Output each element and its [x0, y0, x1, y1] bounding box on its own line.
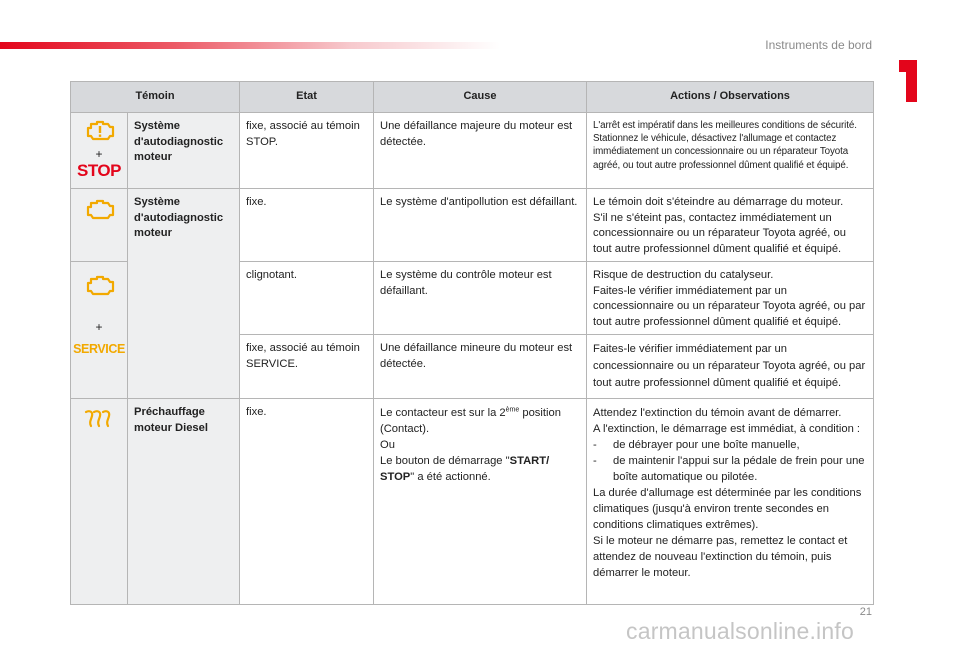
- page-number: 21: [859, 606, 872, 618]
- etat-cell: fixe, associé au témoin STOP.: [240, 113, 374, 189]
- actions-cell: [587, 189, 874, 262]
- cause-text: Le contacteur est sur la 2: [380, 407, 506, 419]
- icon-cell: [71, 189, 128, 262]
- action-text: Faites-le vérifier immédiatement par un concessionnaire ou un réparateur Toyota agréé, ou par tout autre professionnel dûment qualifié et équipé.: [593, 343, 866, 389]
- actions-cell: [587, 335, 874, 399]
- action-text: L'arrêt est impératif dans les meilleures conditions de sécurité.: [593, 120, 857, 131]
- engine-check-icon: [83, 198, 115, 220]
- plus-sign: +: [95, 319, 103, 334]
- temoin-label: Préchauffage moteur Diesel: [128, 399, 240, 605]
- bullet-dash: -: [593, 439, 597, 451]
- action-text: Attendez l'extinction du témoin avant de démarrer.: [593, 407, 842, 419]
- actions-cell: [587, 113, 874, 189]
- cause-text: " a été actionné.: [410, 471, 491, 483]
- chapter-number: [897, 60, 919, 102]
- actions-cell: [587, 399, 874, 605]
- table-row: [71, 189, 874, 262]
- cause-cell: Le système d'antipollution est défaillant.: [374, 189, 587, 262]
- engine-check-icon: [83, 274, 115, 296]
- table-row: [71, 113, 874, 189]
- temoin-label: Système d'autodiagnostic moteur: [128, 189, 240, 399]
- column-header-etat: Etat: [240, 82, 374, 113]
- column-header-cause: Cause: [374, 82, 587, 113]
- etat-cell: fixe.: [240, 189, 374, 262]
- bullet-dash: -: [593, 455, 597, 467]
- service-label-icon: [73, 340, 125, 356]
- etat-cell: fixe.: [240, 399, 374, 605]
- icon-cell: [71, 262, 128, 399]
- action-text: La durée d'allumage est déterminée par les conditions climatiques (jusqu'à environ trente secondes en conditions climatiques extrêmes).: [593, 487, 862, 531]
- engine-warning-icon: [83, 119, 115, 141]
- glow-plug-icon: [83, 409, 115, 429]
- watermark: carmanualsonline.info: [626, 618, 854, 644]
- action-text: A l'extinction, le démarrage est immédiat, à condition :: [593, 423, 861, 435]
- icon-cell: [71, 113, 128, 189]
- header-accent-bar: [0, 42, 500, 49]
- action-text: Le témoin doit s'éteindre au démarrage du moteur.: [593, 196, 844, 208]
- temoin-label: Système d'autodiagnostic moteur: [128, 113, 240, 189]
- warning-lights-table: [70, 81, 874, 605]
- cause-text: position (Contact).: [380, 407, 561, 435]
- action-text: Faites-le vérifier immédiatement par un concessionnaire ou un réparateur Toyota agréé, ou par tout autre professionnel dûment qualifié et équipé.: [593, 284, 866, 328]
- etat-cell: clignotant.: [240, 262, 374, 335]
- action-text: S'il ne s'éteint pas, contactez immédiatement un concessionnaire ou un réparateur Toyota agréé, ou tout autre professionnel dûment qualifié et équipé.: [593, 211, 846, 255]
- plus-sign: +: [95, 146, 103, 161]
- cause-text: Le bouton de démarrage ": [380, 455, 510, 467]
- etat-cell: fixe, associé au témoin SERVICE.: [240, 335, 374, 399]
- table-header-row: [71, 82, 874, 113]
- cause-cell: [374, 399, 587, 605]
- action-text: Si le moteur ne démarre pas, remettez le contact et attendez de nouveau l'extinction du témoin, puis démarrer le moteur.: [593, 535, 848, 579]
- action-text: Risque de destruction du catalyseur.: [593, 269, 774, 281]
- cause-cell: Une défaillance mineure du moteur est détectée.: [374, 335, 587, 399]
- stop-label-icon: [77, 160, 121, 180]
- column-header-actions: Actions / Observations: [587, 82, 874, 113]
- cause-cell: Le système du contrôle moteur est défaillant.: [374, 262, 587, 335]
- section-title: Instruments de bord: [765, 38, 872, 52]
- column-header-temoin: Témoin: [71, 82, 240, 113]
- bullet-text: de débrayer pour une boîte manuelle,: [613, 439, 800, 451]
- cause-cell: Une défaillance majeure du moteur est détectée.: [374, 113, 587, 189]
- table-row: [71, 399, 874, 605]
- cause-or: Ou: [380, 439, 395, 451]
- start-stop-label: START/ STOP: [380, 455, 550, 483]
- bullet-item: [593, 437, 867, 453]
- actions-cell: [587, 262, 874, 335]
- bullet-text: de maintenir l'appui sur la pédale de frein pour une boîte automatique ou pilotée.: [613, 455, 865, 483]
- bullet-item: [593, 453, 867, 485]
- icon-cell: [71, 399, 128, 605]
- action-text: Stationnez le véhicule, désactivez l'allumage et contactez immédiatement un concessionnaire ou un réparateur Toyota agréé, ou tout autre professionnel dûment qualifié et équipé.: [593, 133, 849, 171]
- superscript: ème: [505, 406, 520, 414]
- svg-text:STOP: STOP: [77, 160, 121, 180]
- service-label-text: SERVICE: [73, 341, 125, 356]
